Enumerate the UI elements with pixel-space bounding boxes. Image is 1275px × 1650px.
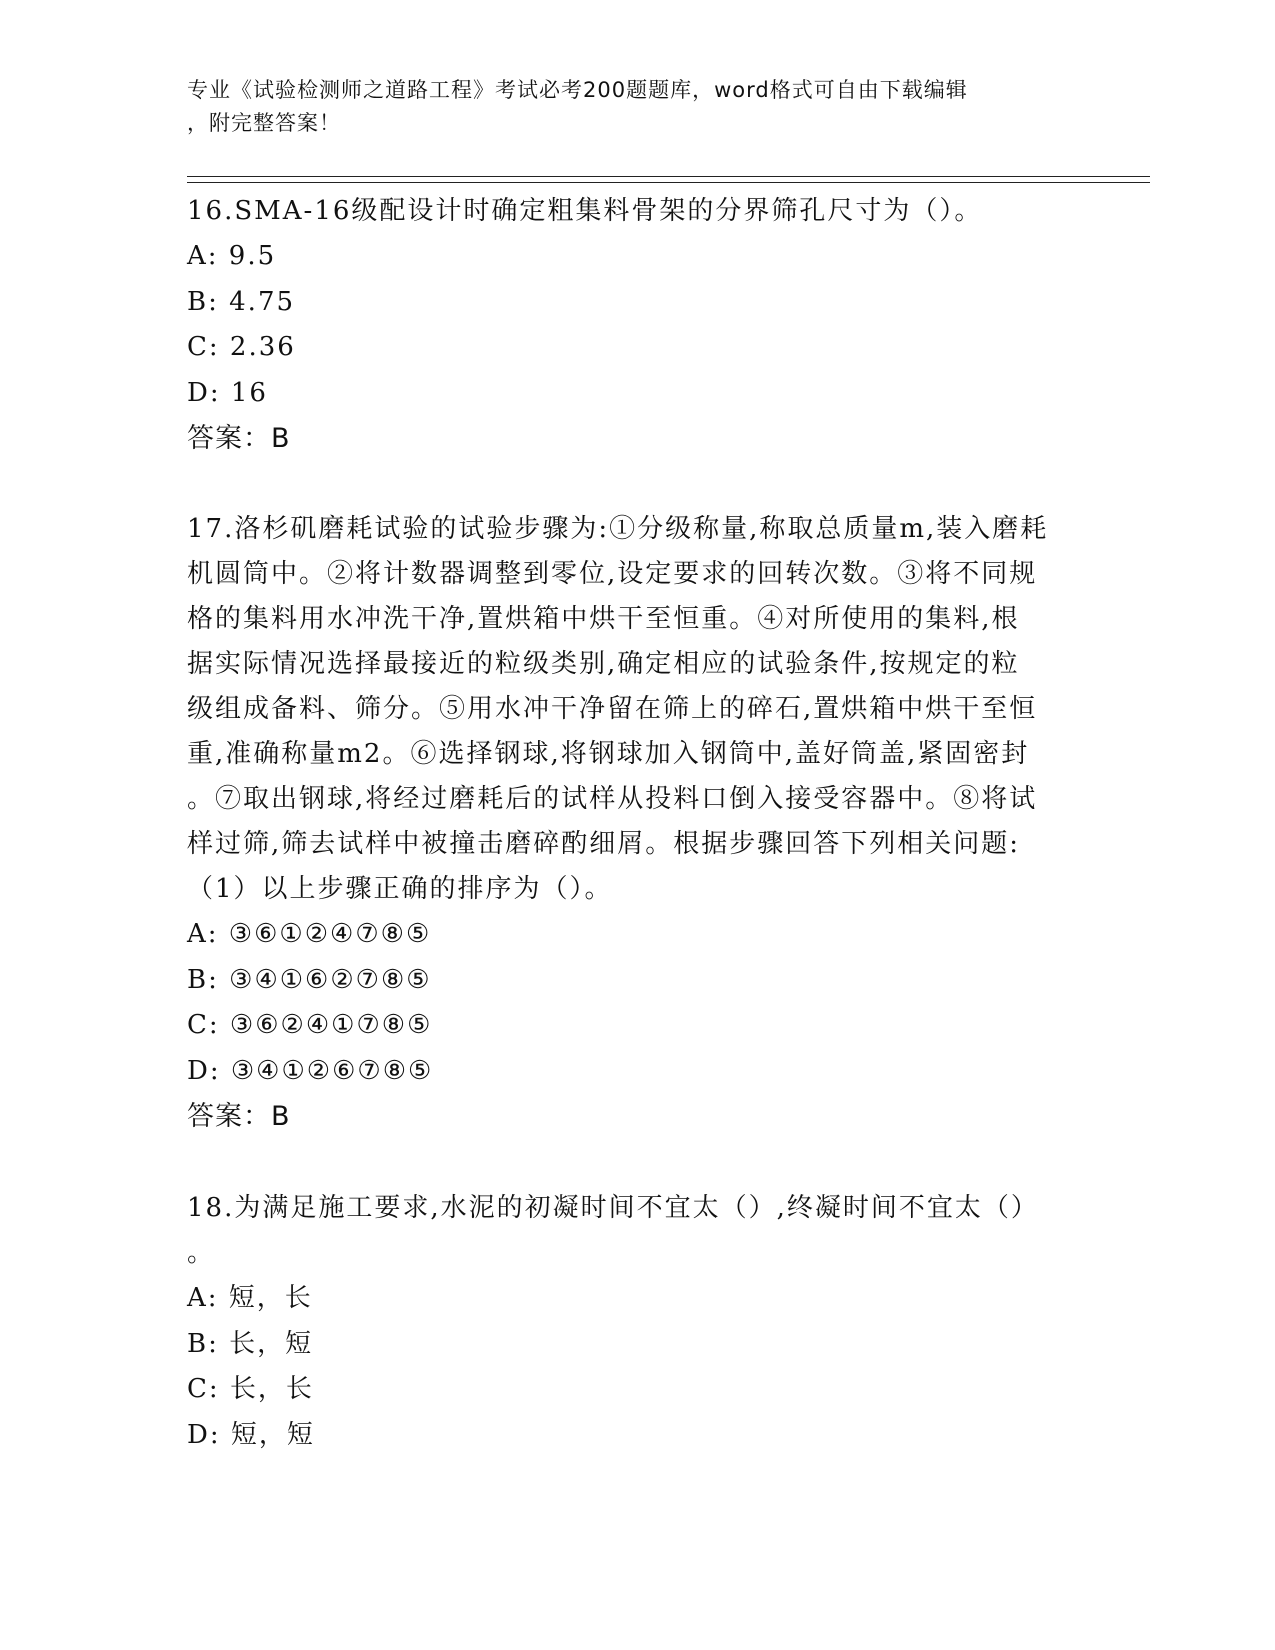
header-rule-top [187, 176, 1150, 177]
option-d: D: 短，短 [187, 1419, 315, 1450]
option-c: C: ③⑥②④①⑦⑧⑤ [187, 1010, 433, 1040]
question-16 [187, 189, 1087, 462]
option-d: D: 16 [187, 377, 268, 408]
option-c: C: 长，长 [187, 1374, 314, 1404]
question-18 [187, 1186, 1087, 1458]
document-header [187, 74, 1067, 140]
header-line-2: ，附完整答案！ [187, 111, 341, 135]
option-a: A: 短，长 [187, 1283, 313, 1313]
option-b: B: 长，短 [187, 1328, 314, 1359]
question-spacer [187, 462, 1087, 507]
question-spacer [187, 1140, 1087, 1186]
option-c: C: 2.36 [187, 332, 296, 362]
option-a: A: 9.5 [187, 241, 277, 271]
question-17 [187, 507, 1087, 1140]
answer-label: 答案：B [187, 423, 291, 454]
question-stem: 16.SMA-16级配设计时确定粗集料骨架的分界筛孔尺寸为（）。 [187, 196, 983, 226]
option-b: B: ③④①⑥②⑦⑧⑤ [187, 964, 432, 995]
option-d: D: ③④①②⑥⑦⑧⑤ [187, 1055, 434, 1086]
header-line-1: 专业《试验检测师之道路工程》考试必考200题题库，word格式可自由下载编辑 [187, 78, 968, 102]
option-a: A: ③⑥①②④⑦⑧⑤ [187, 919, 432, 949]
option-b: B: 4.75 [187, 286, 296, 317]
question-stem: 18.为满足施工要求,水泥的初凝时间不宜太（）,终凝时间不宜太（） 。 [187, 1193, 1039, 1268]
question-list [187, 189, 1087, 1458]
header-rule-bottom [187, 182, 1150, 183]
answer-label: 答案：B [187, 1101, 291, 1132]
question-stem: 17.洛杉矶磨耗试验的试验步骤为:①分级称量,称取总质量m,装入磨耗 机圆筒中。②将计数器调整到零位,设定要求的回转次数。③将不同规 格的集料用水冲洗干净,置烘箱中烘干至恒重。④对所使用的集料,根 据实际情况选择最接近的粒级类别,确定相应的试验条件,按规定的粒 级组成备料、筛分。⑤用水冲干净留在筛上的碎石,置烘箱中烘干至恒 重,准确称量m2。⑥选择钢球,将钢球加入钢筒中,盖好筒盖,紧固密封 。⑦取出钢球,将经过磨耗后的试样从投料口倒入接受容器中。⑧将试 样过筛,筛去试样中被撞击磨碎酌细屑。根据步骤回答下列相关问题: （1）以上步骤正确的排序为（）。 [187, 514, 1049, 904]
